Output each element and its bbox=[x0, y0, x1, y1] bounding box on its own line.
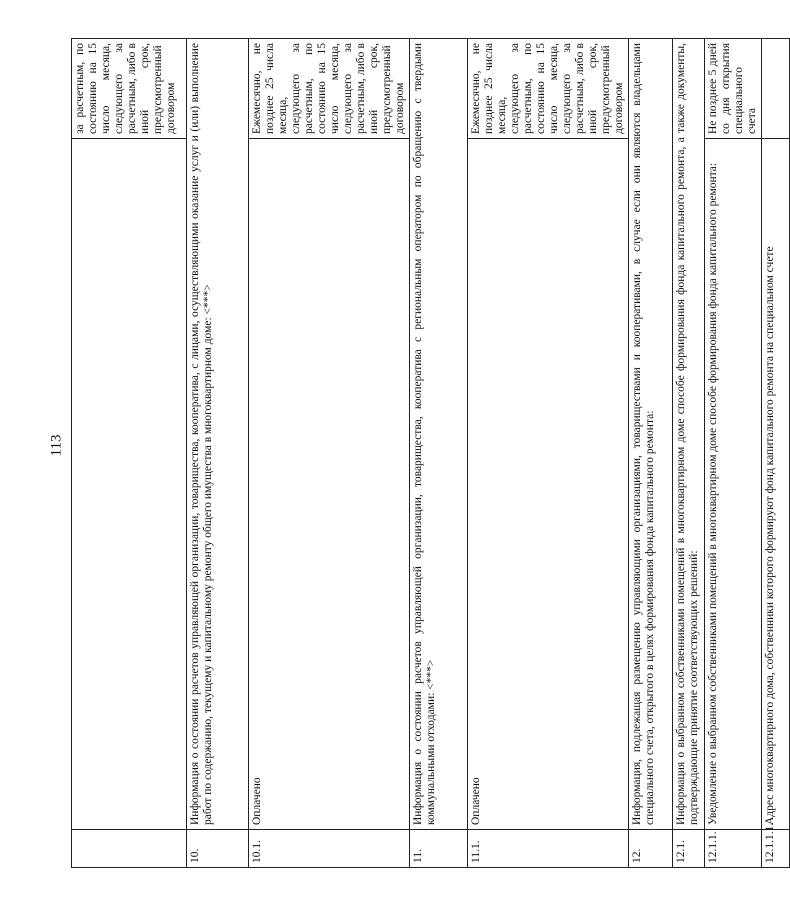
row-description bbox=[72, 139, 187, 830]
table-row bbox=[187, 39, 249, 868]
row-deadline: Ежемесячно, не позднее 25 числа месяца, следующего за расчетным, по состоянию на 15 число месяца, следующего за расчетным, либо в иной срок, предусмотренный договором bbox=[468, 39, 629, 139]
row-description: Оплачено bbox=[468, 139, 629, 830]
row-deadline: Ежемесячно, не позднее 25 числа месяца, следующего за расчетным, по состоянию на 15 число месяца, следующего за расчетным, либо в иной срок, предусмотренный договором bbox=[249, 39, 410, 139]
row-deadline bbox=[762, 39, 790, 139]
row-description: Информация о состоянии расчетов управляющей организации, товарищества, кооператива, с лицами, осуществляющими оказание услуг и (или) выполнение работ по содержанию, текущему и капитальному ремонту общего имущества в многоквартирном доме: <***> bbox=[187, 39, 249, 830]
row-description: Информация, подлежащая размещению управляющими организациями, товариществами и кооперативами, в случае если они являются владельцами специального счета, открытого в целях формирования фонда капитального ремонта: bbox=[629, 39, 673, 830]
row-number bbox=[72, 830, 187, 868]
row-number: 11. bbox=[410, 830, 468, 868]
row-number: 12.1.1.1. bbox=[762, 830, 790, 868]
row-description: Оплачено bbox=[249, 139, 410, 830]
table-row bbox=[673, 39, 705, 868]
table-row bbox=[705, 39, 762, 868]
table-row bbox=[629, 39, 673, 868]
row-number: 10. bbox=[187, 830, 249, 868]
row-number: 12.1. bbox=[673, 830, 705, 868]
row-description: Уведомление о выбранном собственниками помещений в многоквартирном доме способе формирования фонда капитального ремонта: bbox=[705, 139, 762, 830]
table-row bbox=[468, 39, 629, 868]
row-description: Информация о состоянии расчетов управляющей организации, товарищества, кооператива с региональным оператором по обращению с твердыми коммунальными отходами: <***> bbox=[410, 39, 468, 830]
row-number: 12. bbox=[629, 830, 673, 868]
table-row bbox=[249, 39, 410, 868]
table-row bbox=[72, 39, 187, 868]
row-description: Информация о выбранном собственниками помещений в многоквартирном доме способе формирования фонда капитального ремонта, а также документы, подтверждающие принятие соответствующих решений: bbox=[673, 39, 705, 830]
table-row bbox=[410, 39, 468, 868]
page-number: 113 bbox=[48, 434, 65, 457]
row-description: Адрес многоквартирного дома, собственники которого формируют фонд капитального ремонта на специальном счете bbox=[762, 139, 790, 830]
rotated-table-content bbox=[71, 38, 776, 868]
disclosure-table bbox=[71, 38, 790, 868]
row-number: 11.1. bbox=[468, 830, 629, 868]
row-deadline: за расчетным, по состоянию на 15 число месяца, следующего за расчетным, либо в иной срок, предусмотренный договором bbox=[72, 39, 187, 139]
row-number: 10.1. bbox=[249, 830, 410, 868]
row-deadline: Не позднее 5 дней со дня открытия специального счета bbox=[705, 39, 762, 139]
table-row bbox=[762, 39, 790, 868]
rotated-table-frame bbox=[71, 38, 776, 868]
row-number: 12.1.1. bbox=[705, 830, 762, 868]
